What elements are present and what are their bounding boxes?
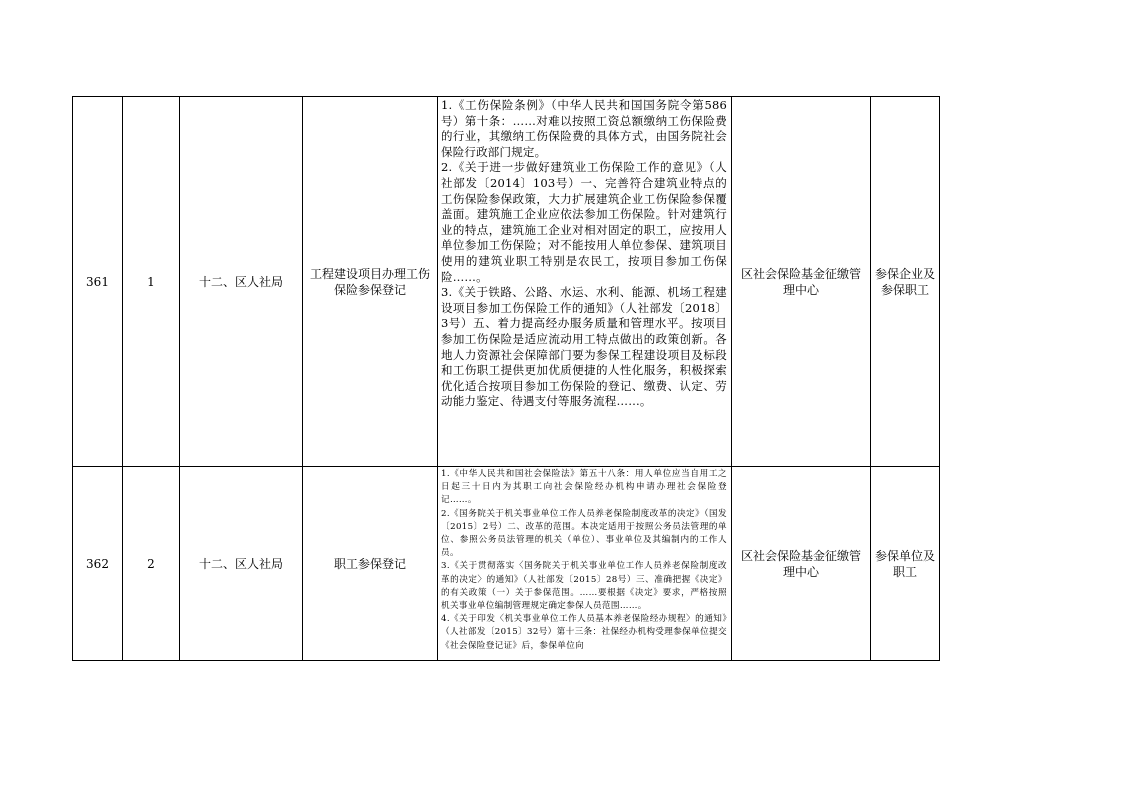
implementing-agency: 区社会保险基金征缴管理中心 — [740, 266, 861, 297]
item-name: 工程建设项目办理工伤保险参保登记 — [309, 266, 430, 297]
legal-basis-clause: 4.《关于印发〈机关事业单位工作人员基本养老保险经办规程〉的通知》（人社部发〔2015〕32号）第十三条：社保经办机构受理参保单位提交《社会保险登记证》后，参保单位向 — [441, 614, 727, 651]
seq-number: 361 — [86, 274, 109, 289]
target-cell — [871, 97, 940, 467]
table-row — [73, 467, 940, 661]
agency-cell — [732, 97, 871, 467]
legal-basis-clause: 1.《中华人民共和国社会保险法》第五十八条：用人单位应当自用工之日起三十日内为其职工向社会保险经办机构申请办理社会保险登记……。 — [441, 469, 727, 506]
legal-basis-cell — [438, 467, 732, 661]
agency-cell — [732, 467, 871, 661]
department-cell — [180, 97, 303, 467]
legal-basis-cell — [438, 97, 732, 467]
sub-seq-cell — [123, 97, 180, 467]
service-items-table — [72, 96, 940, 661]
legal-basis-clause: 3.《关于铁路、公路、水运、水利、能源、机场工程建设项目参加工伤保险工作的通知》（人社部发〔2018〕3号）五、着力提高经办服务质量和管理水平。按项目参加工伤保险是适应流动用工特点做出的政策创新。各地人力资源社会保障部门要为参保工程建设项目及标段和工伤职工提供更加优质便捷的人性化服务，积极探索优化适合按项目参加工伤保险的登记、缴费、认定、劳动能力鉴定、待遇支付等服务流程……。 — [441, 285, 727, 409]
sub-seq-cell — [123, 467, 180, 661]
legal-basis-clause: 3.《关于贯彻落实〈国务院关于机关事业单位工作人员养老保险制度改革的决定〉的通知》（人社部发〔2015〕28号）三、准确把握《决定》的有关政策（一）关于参保范围。……要根据《决定》要求，严格按照机关事业单位编制管理规定确定参保人员范围……。 — [441, 561, 727, 612]
sub-seq-number: 1 — [147, 274, 155, 289]
implementing-agency: 区社会保险基金征缴管理中心 — [740, 548, 861, 579]
service-target: 参保企业及参保职工 — [875, 266, 936, 297]
legal-basis-clause: 2.《关于进一步做好建筑业工伤保险工作的意见》（人社部发〔2014〕103号）一、完善符合建筑业特点的工伤保险参保政策，大力扩展建筑企业工伤保险参保覆盖面。建筑施工企业应依法参加工伤保险。针对建筑行业的特点，建筑施工企业对相对固定的职工，应按用人单位参加工伤保险；对不能按用人单位参保、建筑项目使用的建筑业职工特别是农民工，按项目参加工伤保险……。 — [441, 160, 727, 284]
legal-basis-text — [438, 97, 731, 466]
table-row — [73, 97, 940, 467]
seq-cell — [73, 97, 123, 467]
item-name: 职工参保登记 — [333, 556, 406, 571]
department-name: 十二、区人社局 — [198, 556, 283, 571]
item-name-cell — [303, 467, 438, 661]
item-name-cell — [303, 97, 438, 467]
seq-number: 362 — [86, 556, 109, 571]
department-cell — [180, 467, 303, 661]
department-name: 十二、区人社局 — [198, 274, 283, 289]
legal-basis-clause: 1.《工伤保险条例》（中华人民共和国国务院令第586号）第十条：……对难以按照工资总额缴纳工伤保险费的行业，其缴纳工伤保险费的具体方式，由国务院社会保险行政部门规定。 — [441, 98, 727, 159]
legal-basis-text — [438, 467, 731, 660]
legal-basis-clause: 2.《国务院关于机关事业单位工作人员养老保险制度改革的决定》（国发〔2015〕2号）二、改革的范围。本决定适用于按照公务员法管理的单位、参照公务员法管理的机关（单位）、事业单位及其编制内的工作人员。 — [441, 508, 727, 559]
service-target: 参保单位及职工 — [875, 548, 936, 579]
seq-cell — [73, 467, 123, 661]
sub-seq-number: 2 — [147, 556, 155, 571]
target-cell — [871, 467, 940, 661]
